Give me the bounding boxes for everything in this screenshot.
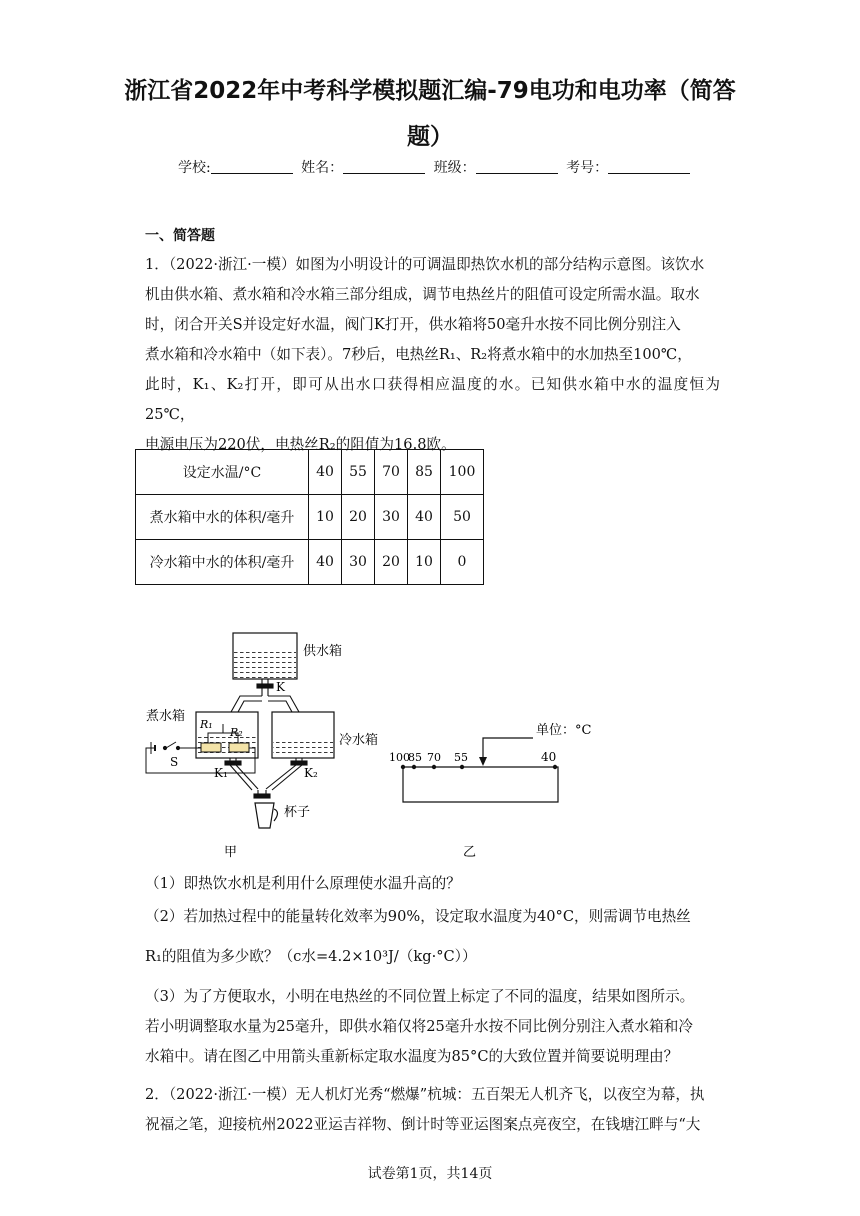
table-cell: 40	[309, 450, 342, 495]
q1-line: 时，闭合开关S并设定好水温，阀门K打开，供水箱将50毫升水按不同比例分别注入	[145, 316, 681, 333]
s3-line: 水箱中。请在图乙中用箭头重新标定取水温度为85°C的大致位置并简要说明理由？	[145, 1048, 679, 1065]
r2-label: R₂	[230, 726, 243, 739]
row-header: 冷水箱中水的体积/毫升	[136, 540, 309, 585]
sub-question-2-line-2: R₁的阻值为多少欧？（c水=4.2×10³J/（kg·°C））	[145, 948, 477, 965]
mark-40: 40	[541, 750, 557, 764]
q2-line: 2．（2022·浙江·一模）无人机灯光秀“燃爆”杭城：五百架无人机齐飞，以夜空为幕，执	[145, 1086, 705, 1103]
mark-70: 70	[427, 751, 441, 764]
table-cell: 30	[375, 495, 408, 540]
table-cell: 0	[441, 540, 484, 585]
school-label: 学校:	[178, 160, 211, 176]
supply-pipe	[231, 679, 299, 712]
class-label: 班级：	[433, 160, 476, 176]
q1-line: 煮水箱和冷水箱中（如下表）。7秒后，电热丝R₁、R₂将煮水箱中的水加热至100℃，	[145, 346, 692, 363]
supply-tank-label: 供水箱	[303, 644, 343, 659]
mark-55: 55	[454, 751, 468, 764]
q2-line: 祝福之笔，迎接杭州2022亚运吉祥物、倒计时等亚运图案点亮夜空，在钱塘江畔与“大	[145, 1116, 701, 1133]
table-cell: 100	[441, 450, 484, 495]
cup	[255, 803, 278, 828]
page-footer: 试卷第1页，共14页	[367, 1166, 493, 1182]
question-2-text	[145, 1080, 720, 1140]
mark-100: 100	[389, 751, 410, 764]
cup-label: 杯子	[284, 805, 311, 820]
section-heading: 一、简答题	[145, 228, 215, 244]
unit-label: 单位：°C	[536, 723, 592, 738]
row-header: 设定水温/°C	[136, 450, 309, 495]
table-cell: 30	[342, 540, 375, 585]
cold-tank	[272, 712, 334, 758]
q1-line: 机由供水箱、煮水箱和冷水箱三部分组成，调节电热丝片的阻值可设定所需水温。取水	[145, 286, 700, 303]
table-cell: 40	[408, 495, 441, 540]
table-cell: 55	[342, 450, 375, 495]
sub-question-2-line-1: （2）若加热过程中的能量转化效率为90%，设定取水温度为40°C，则需调节电热丝	[145, 908, 691, 925]
mark-85: 85	[408, 751, 422, 764]
q1-line: 此时，K₁、K₂打开，即可从出水口获得相应温度的水。已知供水箱中水的温度恒为25℃，	[145, 376, 720, 423]
s3-line: 若小明调整取水量为25毫升，即供水箱仅将25毫升水按不同比例分别注入煮水箱和冷	[145, 1018, 693, 1035]
cold-tank-label: 冷水箱	[339, 733, 379, 748]
table-cell: 10	[408, 540, 441, 585]
sub-question-3	[145, 982, 720, 1072]
figure-jia-caption: 甲	[224, 845, 238, 860]
boil-tank-label: 煮水箱	[146, 709, 186, 724]
r1-label: R₁	[200, 718, 213, 731]
sub-question-1: （1）即热饮水机是利用什么原理使水温升高的？	[145, 875, 461, 892]
switch-s-label: S	[170, 755, 179, 769]
k2-label: K₂	[304, 766, 318, 780]
k1-label: K₁	[214, 766, 228, 780]
name-label: 姓名：	[301, 160, 344, 176]
table-cell: 70	[375, 450, 408, 495]
table-cell: 50	[441, 495, 484, 540]
q1-line: 1．（2022·浙江·一模）如图为小明设计的可调温即热饮水机的部分结构示意图。该饮水	[145, 256, 705, 273]
title-line-1: 浙江省2022年中考科学模拟题汇编-79电功和电功率（简答	[124, 78, 736, 104]
figure-yi-caption: 乙	[463, 845, 477, 860]
q1-line: 电源电压为220伏，电热丝R₂的阻值为16.8欧。	[145, 436, 456, 453]
exam-no-label: 考号：	[566, 160, 609, 176]
title-line-2: 题）	[407, 124, 453, 150]
valve-k-label: K	[276, 680, 285, 694]
table-cell: 20	[342, 495, 375, 540]
table-cell: 40	[309, 540, 342, 585]
table-cell: 20	[375, 540, 408, 585]
row-header: 煮水箱中水的体积/毫升	[136, 495, 309, 540]
table-cell: 85	[408, 450, 441, 495]
supply-tank	[233, 633, 297, 679]
s3-line: （3）为了方便取水，小明在电热丝的不同位置上标定了不同的温度，结果如图所示。	[145, 988, 695, 1005]
scale-diagram	[403, 738, 558, 802]
table-cell: 10	[309, 495, 342, 540]
outlet-pipes	[225, 758, 307, 798]
